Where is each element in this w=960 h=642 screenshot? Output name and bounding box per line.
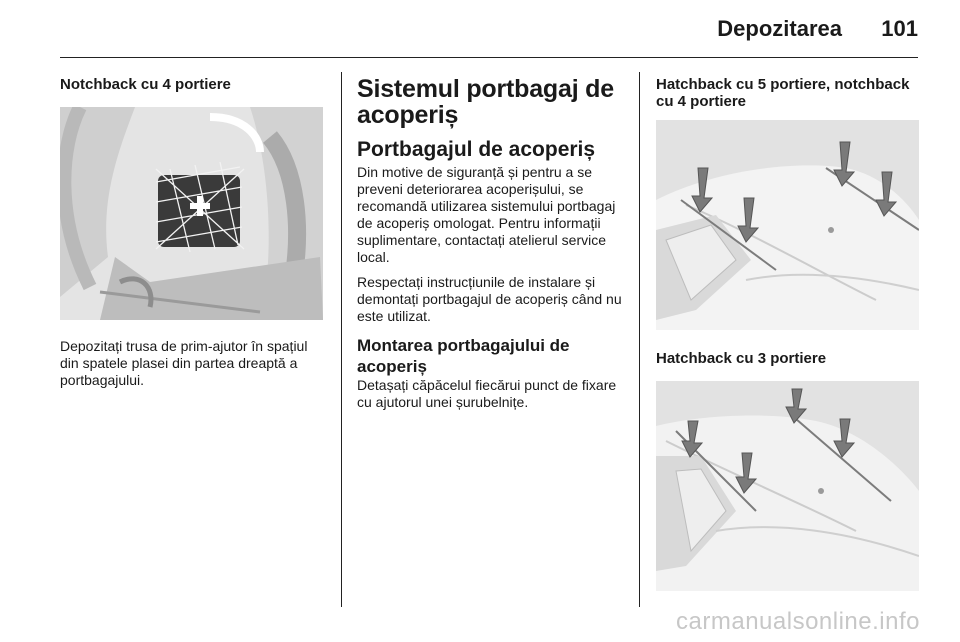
page-number: 101 bbox=[881, 16, 918, 41]
column-right bbox=[656, 74, 922, 591]
notchback-heading: Notchback cu 4 portiere bbox=[60, 76, 231, 93]
column-left bbox=[60, 74, 326, 397]
mounting-paragraph: Detașați căpăcelul fiecărui punct de fixare cu ajutorul unei șurubelnițe. bbox=[357, 377, 617, 410]
instructions-paragraph: Respectați instrucțiunile de instalare și demontați portbagajul de acoperiș când nu este utilizat. bbox=[357, 274, 622, 324]
roof-5-door-illustration bbox=[656, 120, 919, 330]
roof-3-door-illustration bbox=[656, 381, 919, 591]
header-divider bbox=[60, 57, 918, 58]
column-divider-1 bbox=[341, 72, 342, 607]
column-divider-2 bbox=[639, 72, 640, 607]
roof-rack-subtitle: Portbagajul de acoperiș bbox=[357, 138, 596, 161]
column-middle bbox=[357, 74, 625, 419]
watermark: carmanualsonline.info bbox=[676, 608, 920, 635]
first-aid-kit-illustration bbox=[60, 107, 323, 320]
hatchback-3-door-heading: Hatchback cu 3 portiere bbox=[656, 350, 827, 367]
roof-rack-system-title: Sistemul portbagaj de acoperiș bbox=[357, 75, 614, 129]
first-aid-caption: Depozitați trusa de prim-ajutor în spațiul din spatele plasei din partea dreaptă a portbagajului. bbox=[60, 338, 308, 388]
section-title: Depozitarea bbox=[717, 16, 842, 41]
hatchback-5-door-heading: Hatchback cu 5 portiere, notchback cu 4 portiere bbox=[656, 76, 910, 110]
mounting-heading: Montarea portbagajului de acoperiș bbox=[357, 336, 570, 376]
safety-paragraph: Din motive de siguranță și pentru a se preveni deteriorarea acoperișului, se recomandă utilizarea sistemului portbagaj de acoperiș omologat. Pentru informații suplimentare, contactați atelierul service local. bbox=[357, 164, 616, 265]
